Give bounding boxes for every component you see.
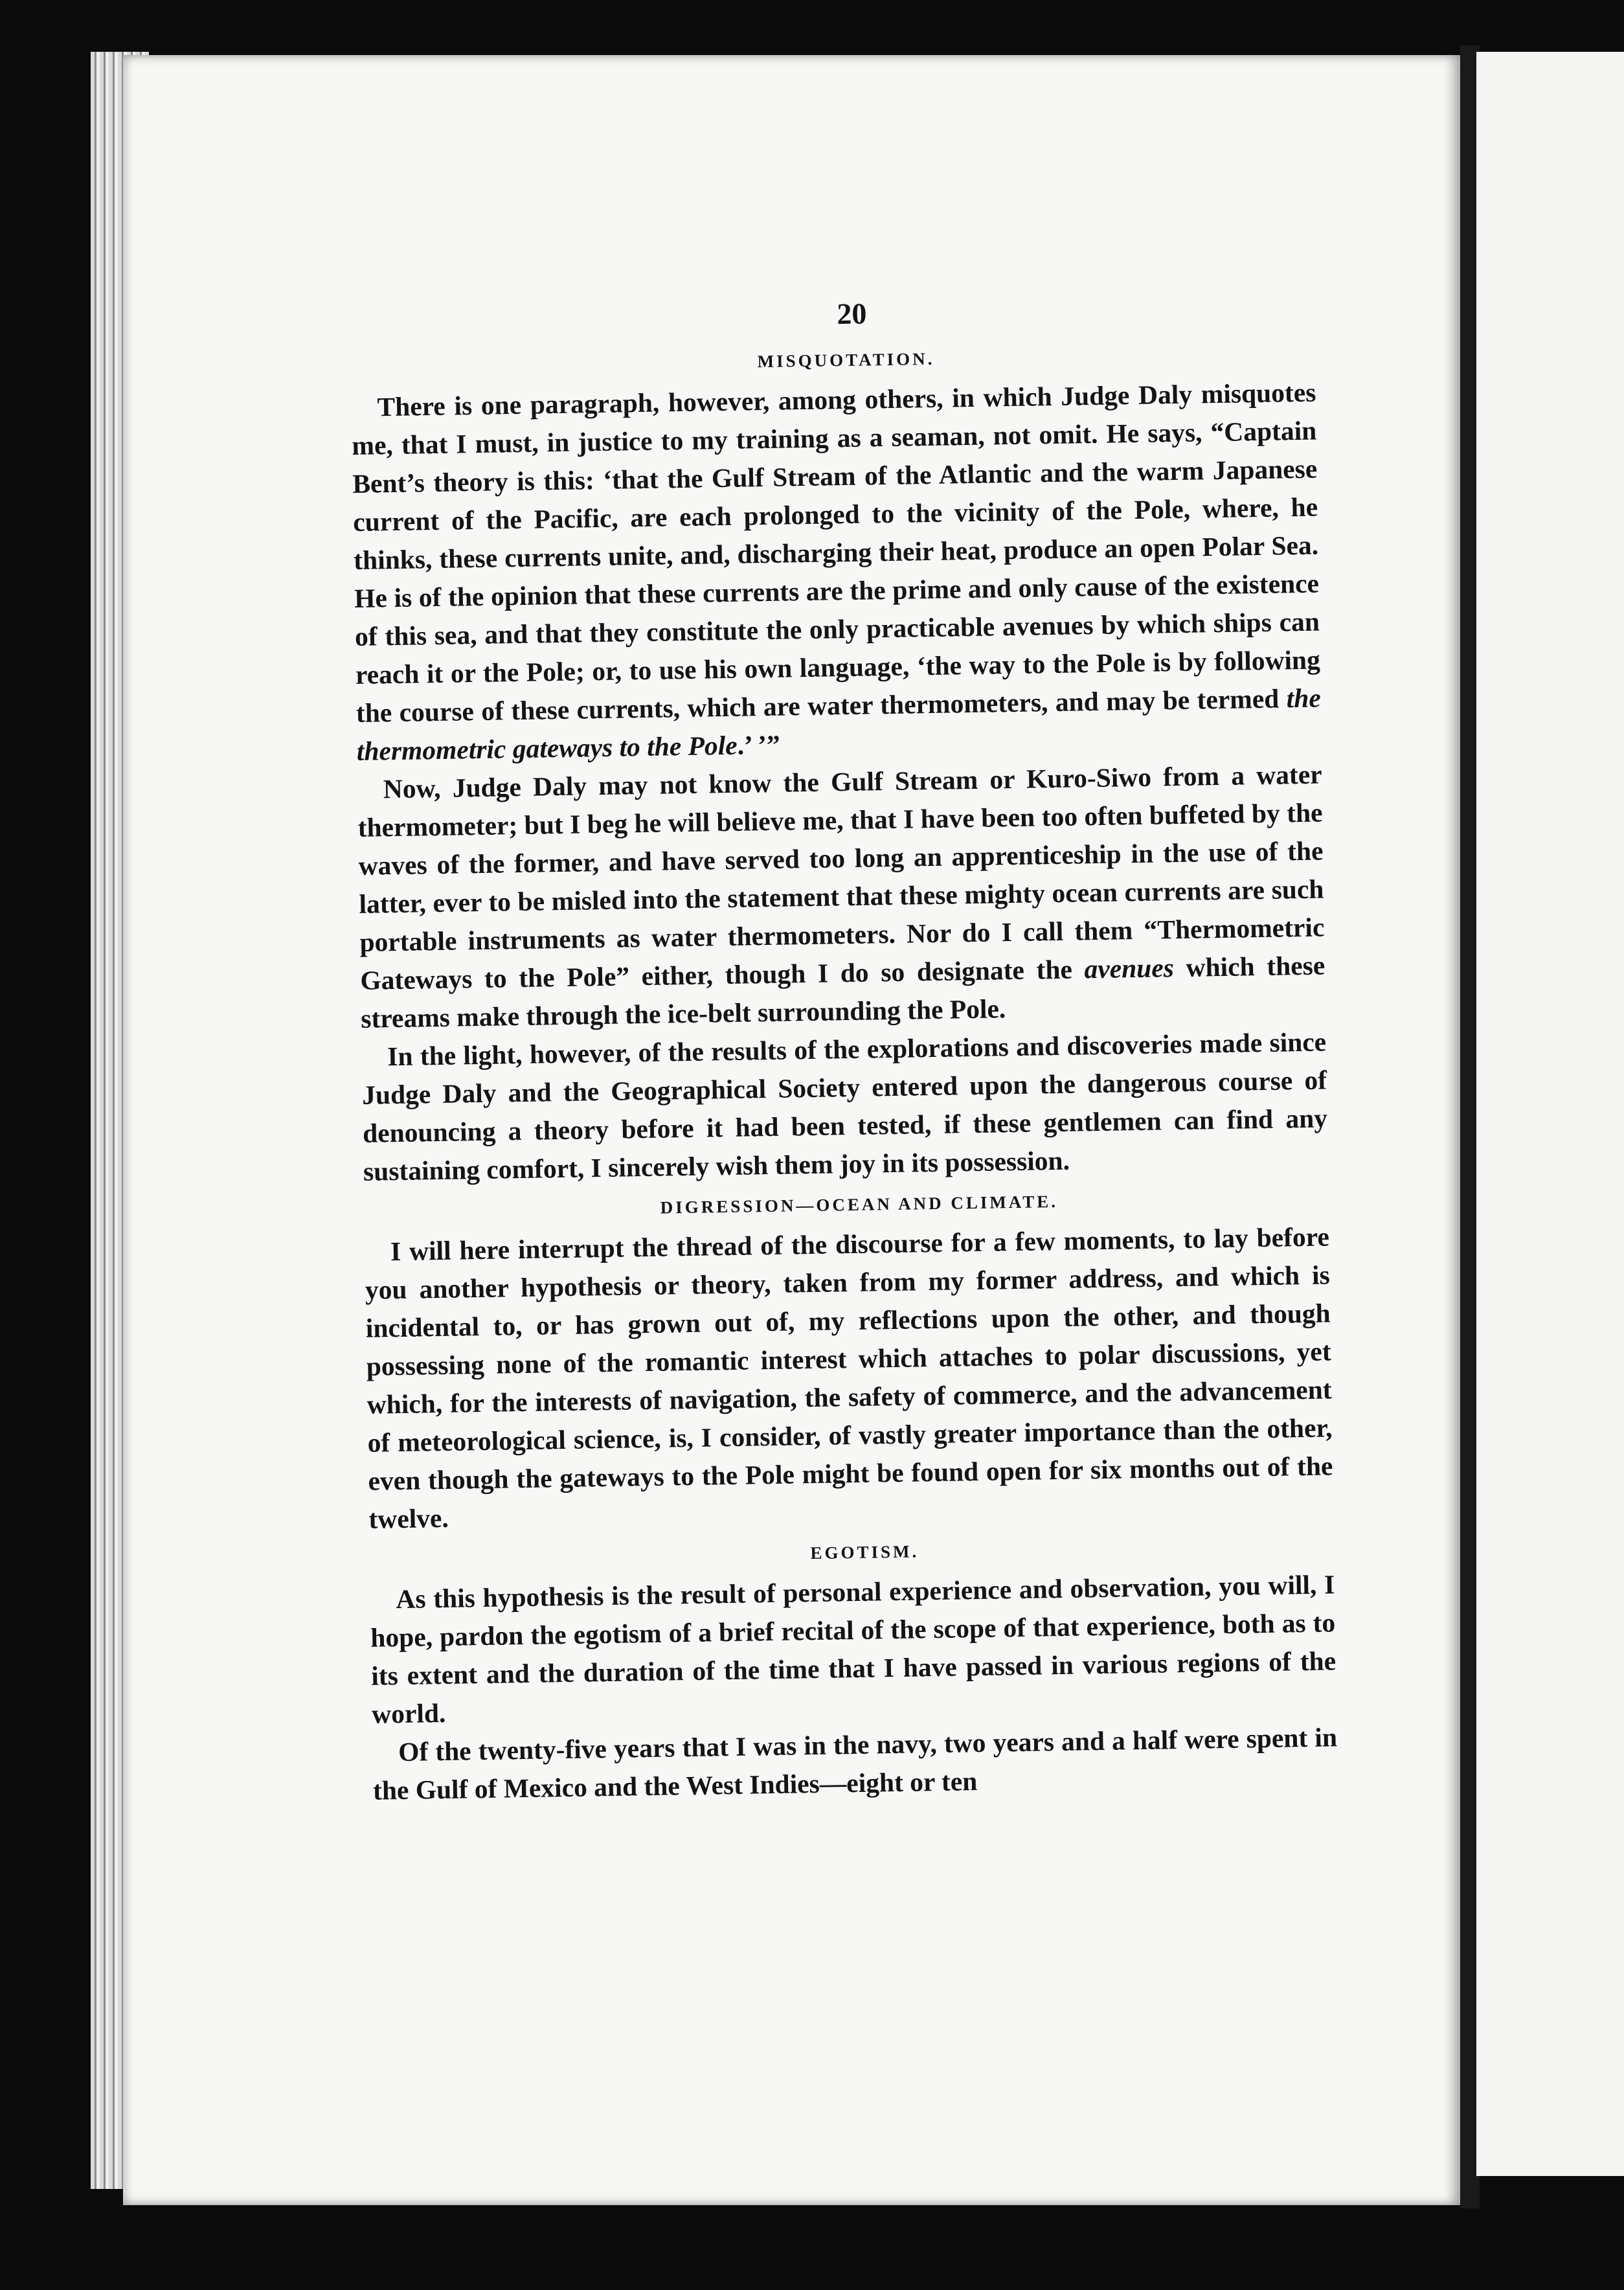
paragraph-text: Now, Judge Daly may not know the Gulf Stream or Kuro-Siwo from a water thermometer; but I beg he will believe me, that I have been too often buffeted by the waves of the former, and have served too long an apprenticeship in the use of the latter, ever to be misled into the statement that these mighty ocean currents are such portable instruments as water thermometers. Nor do I call them “Thermometric Gateways to the Pole” either, though I do so designate the [357,759,1325,995]
paragraph: I will here interrupt the thread of the discourse for a few moments, to lay before you another hypothesis or theory, taken from my former address, and which is incidental to, or has grown out of, my reflections upon the other, and though possessing none of the romantic interest which attaches to polar discussions, yet which, for the interests of navigation, the safety of commerce, and the advancement of meteorological science, is, I consider, of vastly greater importance than the other, even though the gateways to the Pole might be found open for six months out of the twelve. [365,1221,1333,1534]
paragraph-text: There is one paragraph, however, among others, in which Judge Daly misquotes me, that I must, in justice to my training as a seaman, not omit. He says, “Captain Bent’s theory is this: ‘that the Gulf Stream of the Atlantic and the warm Japanese current of the Pacific, are each prolonged to the vicinity of the Pole, where, he thinks, these currents unite, and, discharging their heat, produce an open Polar Sea. He is of the opinion that these currents are the prime and only cause of the existence of this sea, and that they constitute the only practicable avenues by which ships can reach it or the Pole; or, to use his own language, ‘the way to the Pole is by following the course of these currents, which are water thermometers, and may be termed [352,377,1321,728]
paragraph-text: which these streams make through the ice-belt surrounding the Pole. [360,950,1325,1034]
section-heading-digression: DIGRESSION—OCEAN AND CLIMATE. [660,1191,1059,1218]
paragraph [357,756,1325,1038]
paragraph: Of the twenty-five years that I was in the navy, two years and a half were spent in the Gulf of Mexico and the West Indies—eight or ten [372,1722,1338,1806]
paragraph-italic-text: the thermometric gateways to the Pole [356,683,1322,766]
facing-page-edge [1476,52,1624,2176]
paragraph: As this hypothesis is the result of personal experience and observation, you will, I hope, pardon the egotism of a brief recital of the scope of that experience, both as to its extent and the duration of the time that I have passed in various regions of the world. [370,1569,1336,1729]
section-heading-egotism: EGOTISM. [810,1541,919,1563]
page-number: 20 [836,297,867,331]
paragraph: In the light, however, of the results of the explorations and discoveries made since Judge Daly and the Geographical Society entered upon the dangerous course of denouncing a theory before it had been tested, if these gentlemen can find any sustaining comfort, I sincerely wish them joy in its possession. [361,1026,1328,1186]
section-heading-misquotation: MISQUOTATION. [757,348,935,372]
page-content [350,289,1338,1810]
paragraph-italic-text: avenues [1084,953,1175,984]
paragraph [351,374,1322,771]
paragraph-text: .’ ’” [737,729,781,760]
